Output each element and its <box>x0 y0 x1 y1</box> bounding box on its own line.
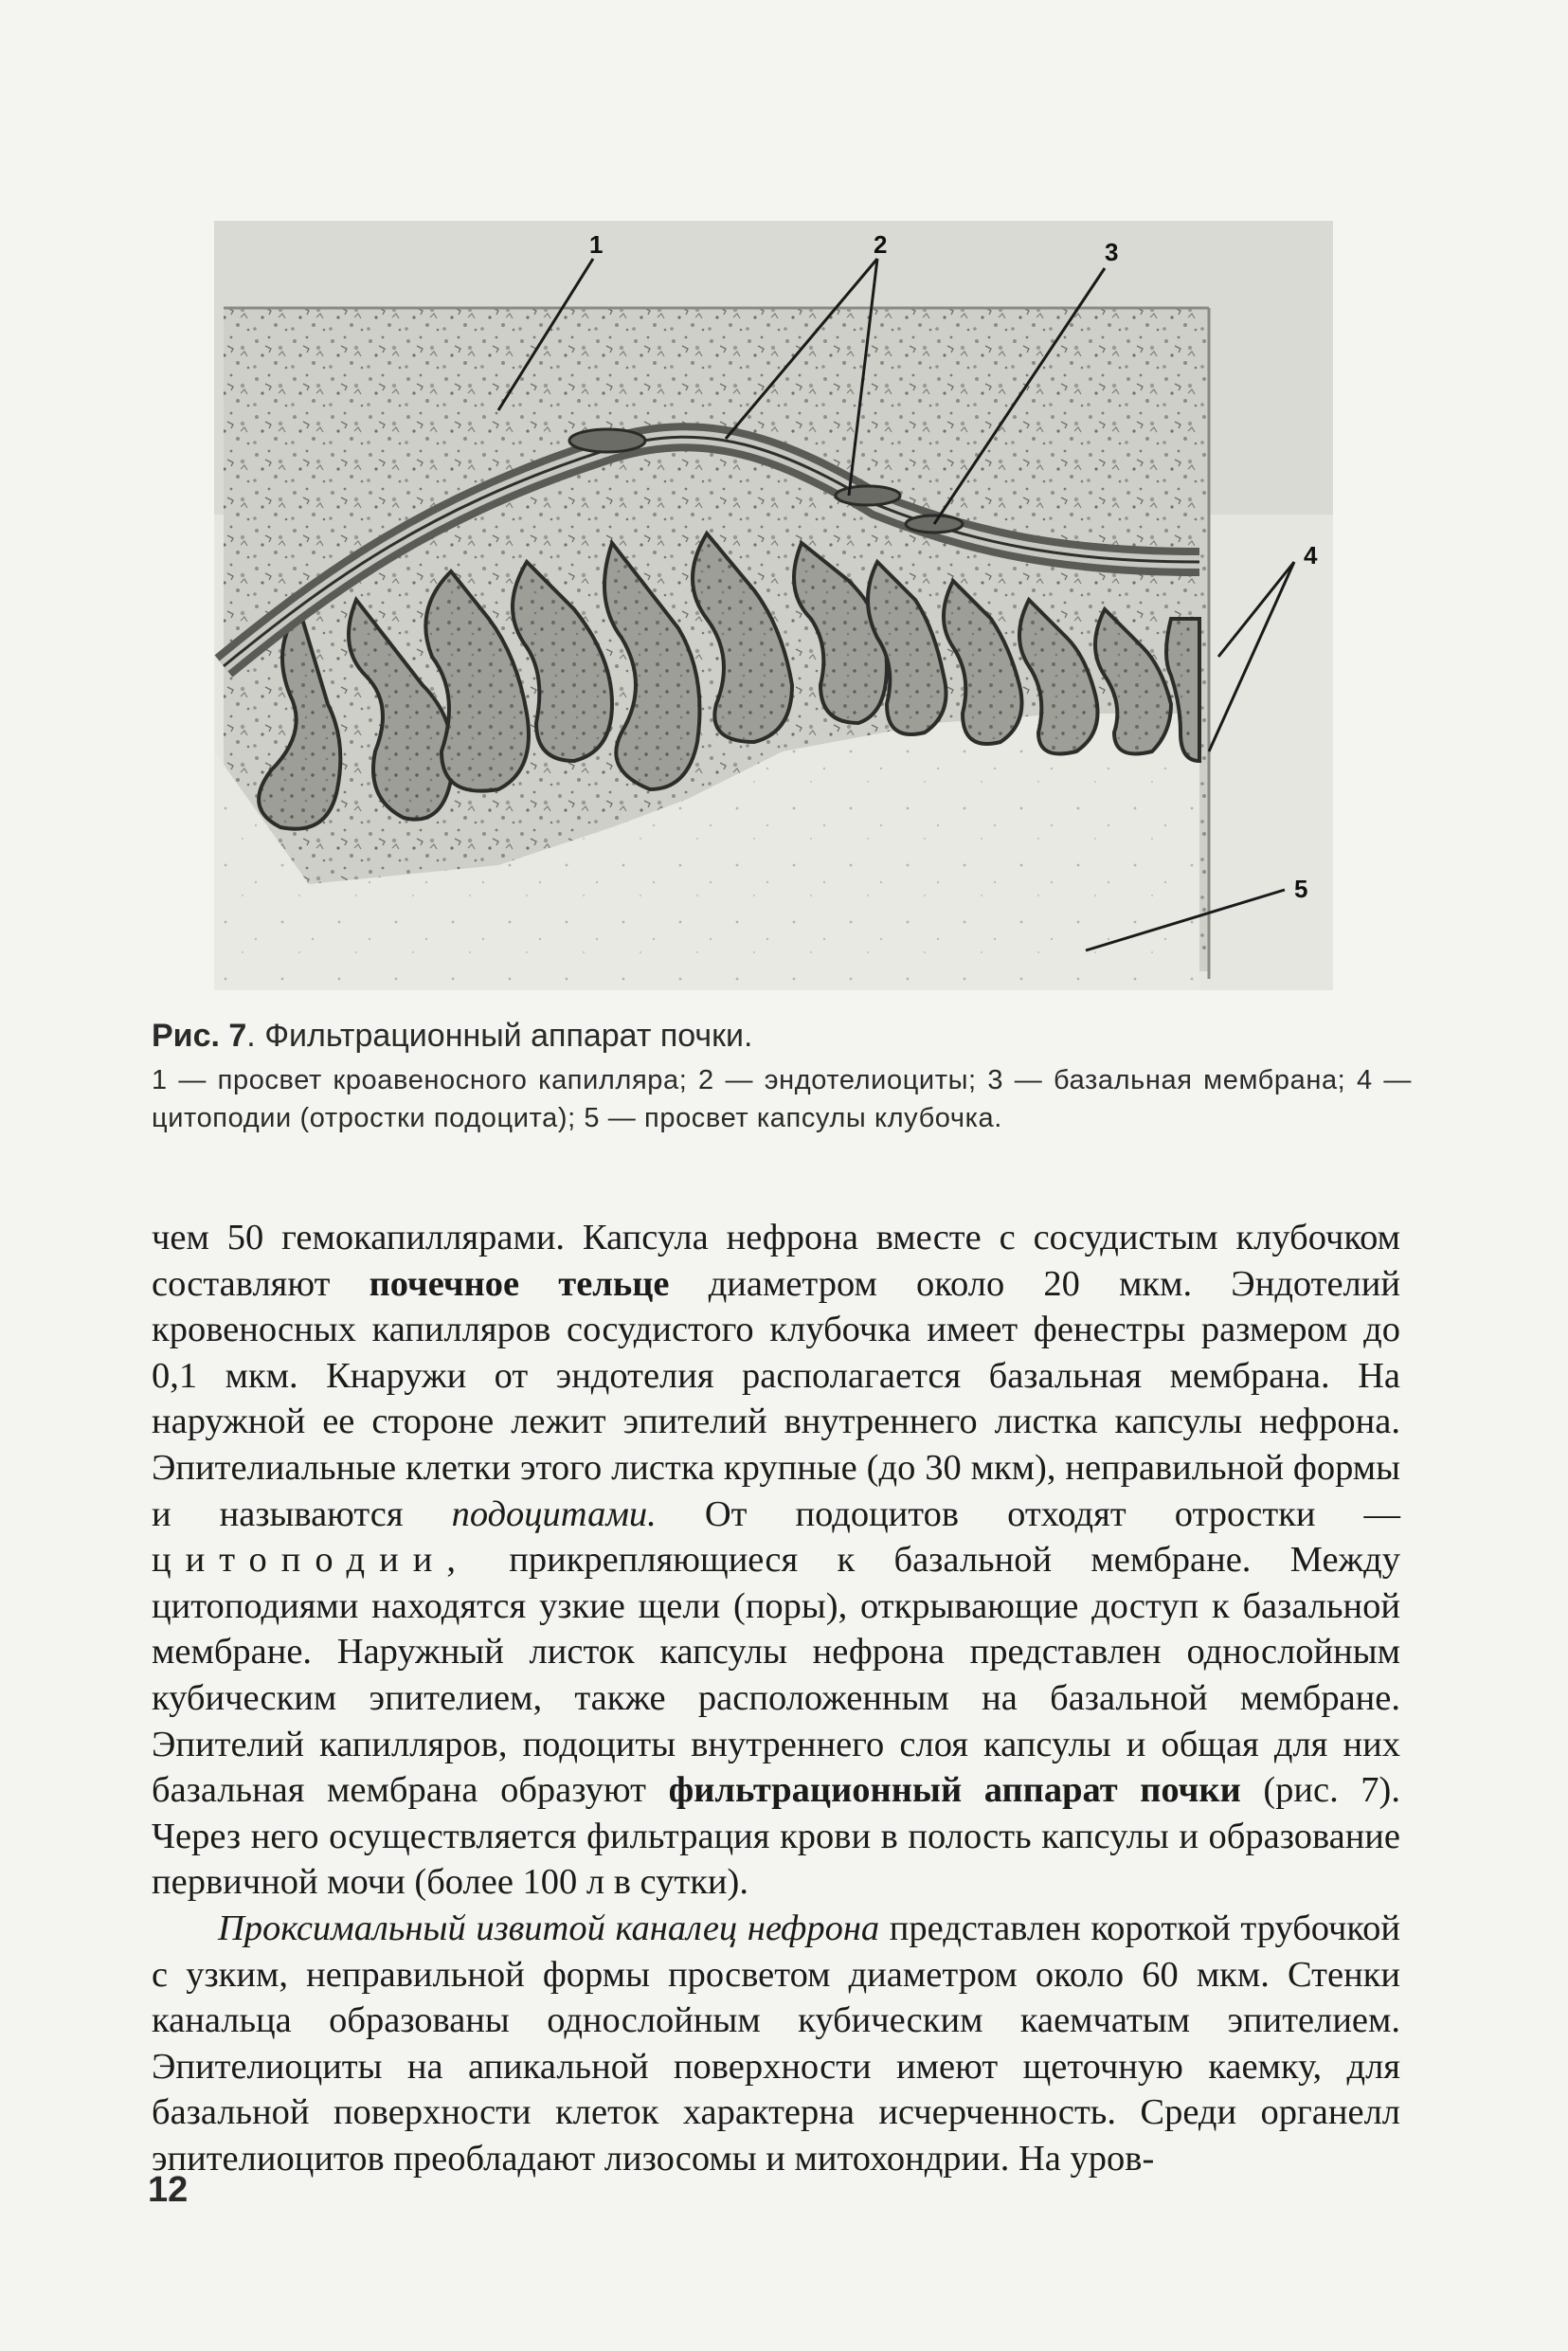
micrograph-illustration <box>214 221 1333 990</box>
paragraph-1-text-4: прикрепляющиеся к базальной мембране. Между цитоподиями находятся узкие щели (поры), открывающие доступ к базальной мембране. Наружный листок капсулы нефрона представлен однослойным кубическим эпителием, также расположенным на базальной мембране. Эпителий капилляров, подоциты внутреннего слоя капсулы и общая для них базальная мембрана образуют <box>152 1540 1400 1811</box>
term-proximal-tubule: Проксимальный извитой каналец нефрона <box>218 1908 880 1948</box>
term-renal-corpuscle: почечное тельце <box>369 1263 670 1304</box>
paragraph-1-text-5: (рис. 7). Через него осуществляется фильтрация крови в полость капсулы и образование первичной мочи (более 100 л в сутки). <box>152 1770 1400 1903</box>
paragraph-2-text-1: представлен короткой трубочкой с узким, неправильной формы просветом диаметром около 60 мкм. Стенки канальца образованы однослойным кубическим каемчатым эпителием. Эпителиоциты на апикальной поверхности имеют щеточную каемку, для базальной поверхности клеток характерна исчерченность. Среди органелл эпителиоцитов преобладают лизосомы и митохондрии. На уров- <box>152 1908 1400 2179</box>
body-text <box>152 1215 1400 2181</box>
figure-micrograph <box>214 221 1333 990</box>
caption-title: . Фильтрационный аппарат почки. <box>246 1018 753 1054</box>
paragraph-1 <box>152 1215 1400 1906</box>
paragraph-2 <box>152 1906 1400 2182</box>
term-filtration-apparatus: фильтрационный аппарат почки <box>668 1770 1241 1811</box>
figure-caption <box>152 1014 1412 1137</box>
page-number: 12 <box>148 2170 189 2210</box>
figure-label-5: 5 <box>1294 875 1308 903</box>
figure-label-4: 4 <box>1304 541 1318 570</box>
figure-label-2: 2 <box>874 230 888 259</box>
term-podocytes: подоцитами. <box>451 1493 657 1534</box>
figure-label-1: 1 <box>589 230 604 259</box>
caption-label: Рис. 7 <box>152 1018 247 1054</box>
caption-title-line <box>152 1014 1412 1058</box>
paragraph-1-text-2: диаметром около 20 мкм. Эндотелий кровеносных капилляров сосудистого клубочка имеет фенестры размером до 0,1 мкм. Кнаружи от эндотелия располагается базальная мембрана. На наружной ее стороне лежит эпителий внутреннего листка капсулы нефрона. Эпителиальные клетки этого листка крупные (до 30 мкм), неправильной формы и называются <box>152 1263 1400 1534</box>
figure-label-3: 3 <box>1105 238 1119 266</box>
paragraph-1-text-3: От подоцитов отходят отростки — <box>656 1493 1400 1534</box>
caption-legend: 1 — просвет кроавеносного капилляра; 2 — эндотелиоциты; 3 — базальная мембрана; 4 — цитоподии (отростки подоцита); 5 — просвет капсулы клубочка. <box>152 1065 1412 1133</box>
term-cytopodia: цитоподии, <box>152 1540 470 1581</box>
paragraph-1-text-1: чем 50 гемокапиллярами. Капсула нефрона вместе с сосудистым клубочком составляют <box>152 1218 1400 1304</box>
